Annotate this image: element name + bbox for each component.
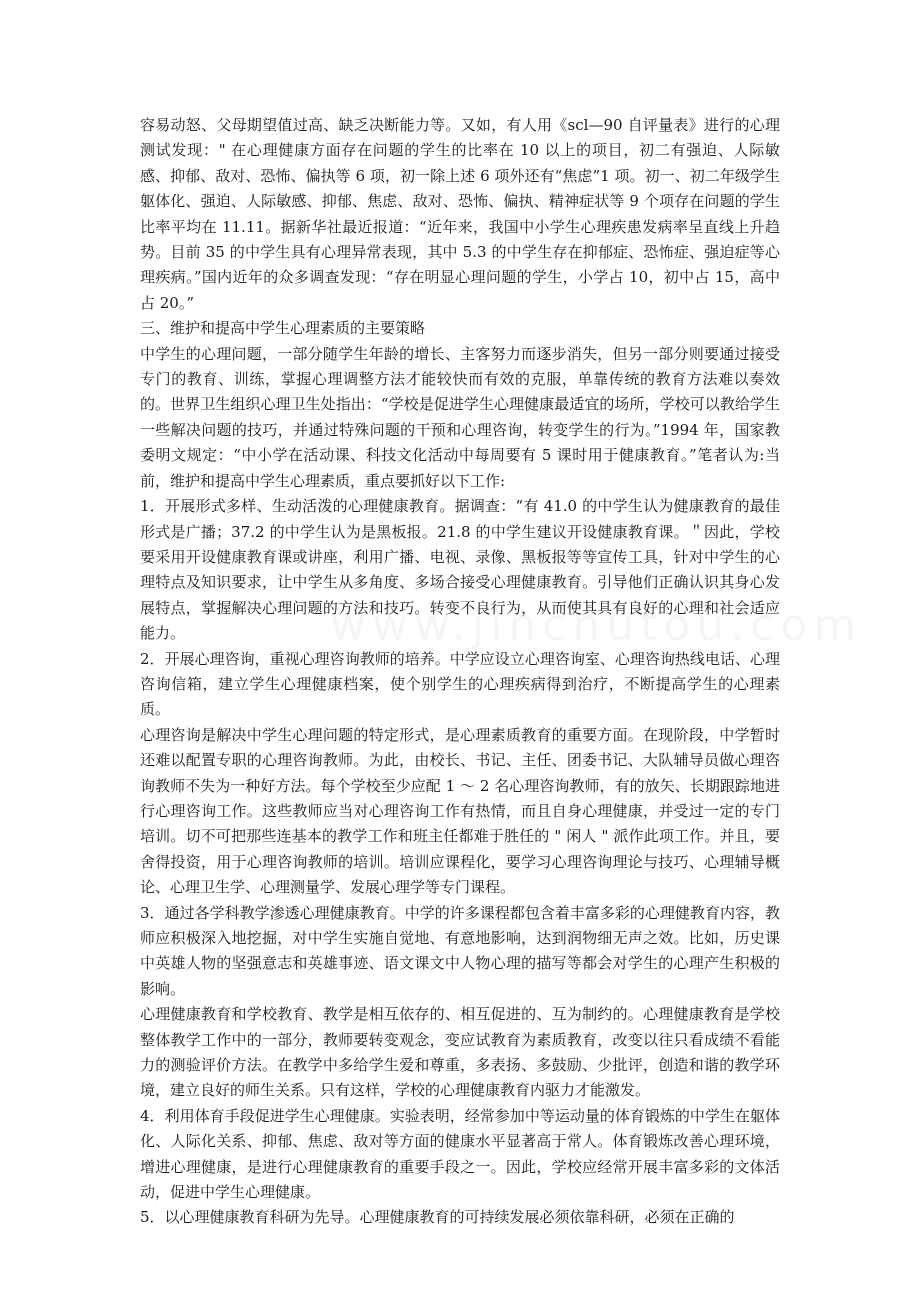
paragraph-counseling-detail: 心理咨询是解决中学生心理问题的特定形式，是心理素质教育的重要方面。在现阶段，中学暂时还难以配置专职的心理咨询教师。为此，由校长、书记、主任、团委书记、大队辅导员做心理咨询教师不失为一种好方法。每个学校至少应配 1 ～ 2 名心理咨询教师，有的放矢、长期跟踪地进行心理咨询工作。这些教师应当对心理咨询工作有热情，而且自身心理健康，并受过一定的专门培训。切不可把那些连基本的教学工作和班主任都难于胜任的 " 闲人 " 派作此项工作。并且，要舍得投资，用于心理咨询教师的培训。培训应课程化，要学习心理咨询理论与技巧、心理辅导概论、心理卫生学、心理测量学、发展心理学等专门课程。 <box>140 725 780 897</box>
section-heading-strategies: 三、维护和提高中学生心理素质的主要策略 <box>140 319 426 338</box>
paragraph-point-3: 3．通过各学科教学渗透心理健康教育。中学的许多课程都包含着丰富多彩的心理健教育内容，教师应积极深入地挖掘，对中学生实施自觉地、有意地影响，达到润物细无声之效。比如，历史课中英雄人物的坚强意志和英雄事迹、语文课文中人物心理的描写等都会对学生的心理产生积极的影响。 <box>140 903 780 998</box>
paragraph-strategies-intro: 中学生的心理问题，一部分随学生年龄的增长、主客努力而逐步消失，但另一部分则要通过接受专门的教育、训练，掌握心理调整方法才能较快而有效的克服，单靠传统的教育方法难以奏效的。世界卫生组织心理卫生处指出：“学校是促进学生心理健康最适宜的场所，学校可以教给学生一些解决问题的技巧，并通过特殊问题的干预和心理咨询，转变学生的行为。”1994 年，国家教委明文规定：“中小学在活动课、科技文化活动中每周要有 5 课时用于健康教育。”笔者认为:当前，维护和提高中学生心理素质，重点要抓好以下工作: <box>140 344 780 490</box>
paragraph-survey-results: 容易动怒、父母期望值过高、缺乏决断能力等。又如，有人用《scl—90 自评量表》进行的心理测试发现：" 在心理健康方面存在问题的学生的比率在 10 以上的项目，初二有强迫、人际敏感、抑郁、敌对、恐怖、偏执等 6 项，初一除上述 6 项外还有“焦虑”1 项。初一、初二年级学生躯体化、强迫、人际敏感、抑郁、焦虑、敌对、恐怖、偏执、精神症状等 9 个项存在问题的学生比率平均在 11.11。据新华社最近报道：“近年来，我国中小学生心理疾患发病率呈直线上升趋势。目前 35 的中学生具有心理异常表现，其中 5.3 的中学生存在抑郁症、恐怖症、强迫症等心理疾病。”国内近年的众多调查发现：“存在明显心理问题的学生，小学占 10，初中占 15，高中占 20。” <box>140 116 780 312</box>
paragraph-point-5: 5．以心理健康教育科研为先导。心理健康教育的可持续发展必须依靠科研，必须在正确的 <box>140 1208 735 1227</box>
paragraph-point-2: 2．开展心理咨询，重视心理咨询教师的培养。中学应设立心理咨询室、心理咨询热线电话、心理咨询信箱，建立学生心理健康档案，使个别学生的心理疾病得到治疗，不断提高学生的心理素质。 <box>140 649 780 719</box>
paragraph-point-1: 1．开展形式多样、生动活泼的心理健康教育。据调查：“有 41.0 的中学生认为健康教育的最佳形式是广播；37.2 的中学生认为是黑板报。21.8 的中学生建议开设健康教育课。＂因此，学校要采用开设健康教育课或讲座，利用广播、电视、录像、黑板报等等宣传工具，针对中学生的心理特点及知识要求，让中学生从多角度、多场合接受心理健康教育。引导他们正确认识其身心发展特点，掌握解决心理问题的方法和技巧。转变不良行为，从而使其具有良好的心理和社会适应能力。 <box>140 497 780 643</box>
paragraph-teaching-detail: 心理健康教育和学校教育、教学是相互依存的、相互促进的、互为制约的。心理健康教育是学校整体教学工作中的一部分，教师要转变观念，变应试教育为素质教育，改变以往只看成绩不看能力的测验评价方法。在教学中多给学生爱和尊重，多表扬、多鼓励、少批评，创造和谐的教学环境，建立良好的师生关系。只有这样，学校的心理健康教育内驱力才能激发。 <box>140 1005 780 1100</box>
paragraph-point-4: 4．利用体育手段促进学生心理健康。实验表明，经常参加中等运动量的体育锻炼的中学生在躯体化、人际化关系、抑郁、焦虑、敌对等方面的健康水平显著高于常人。体育锻炼改善心理环境，增进心理健康，是进行心理健康教育的重要手段之一。因此，学校应经常开展丰富多彩的文体活动，促进中学生心理健康。 <box>140 1106 780 1202</box>
document-body <box>140 113 780 1231</box>
